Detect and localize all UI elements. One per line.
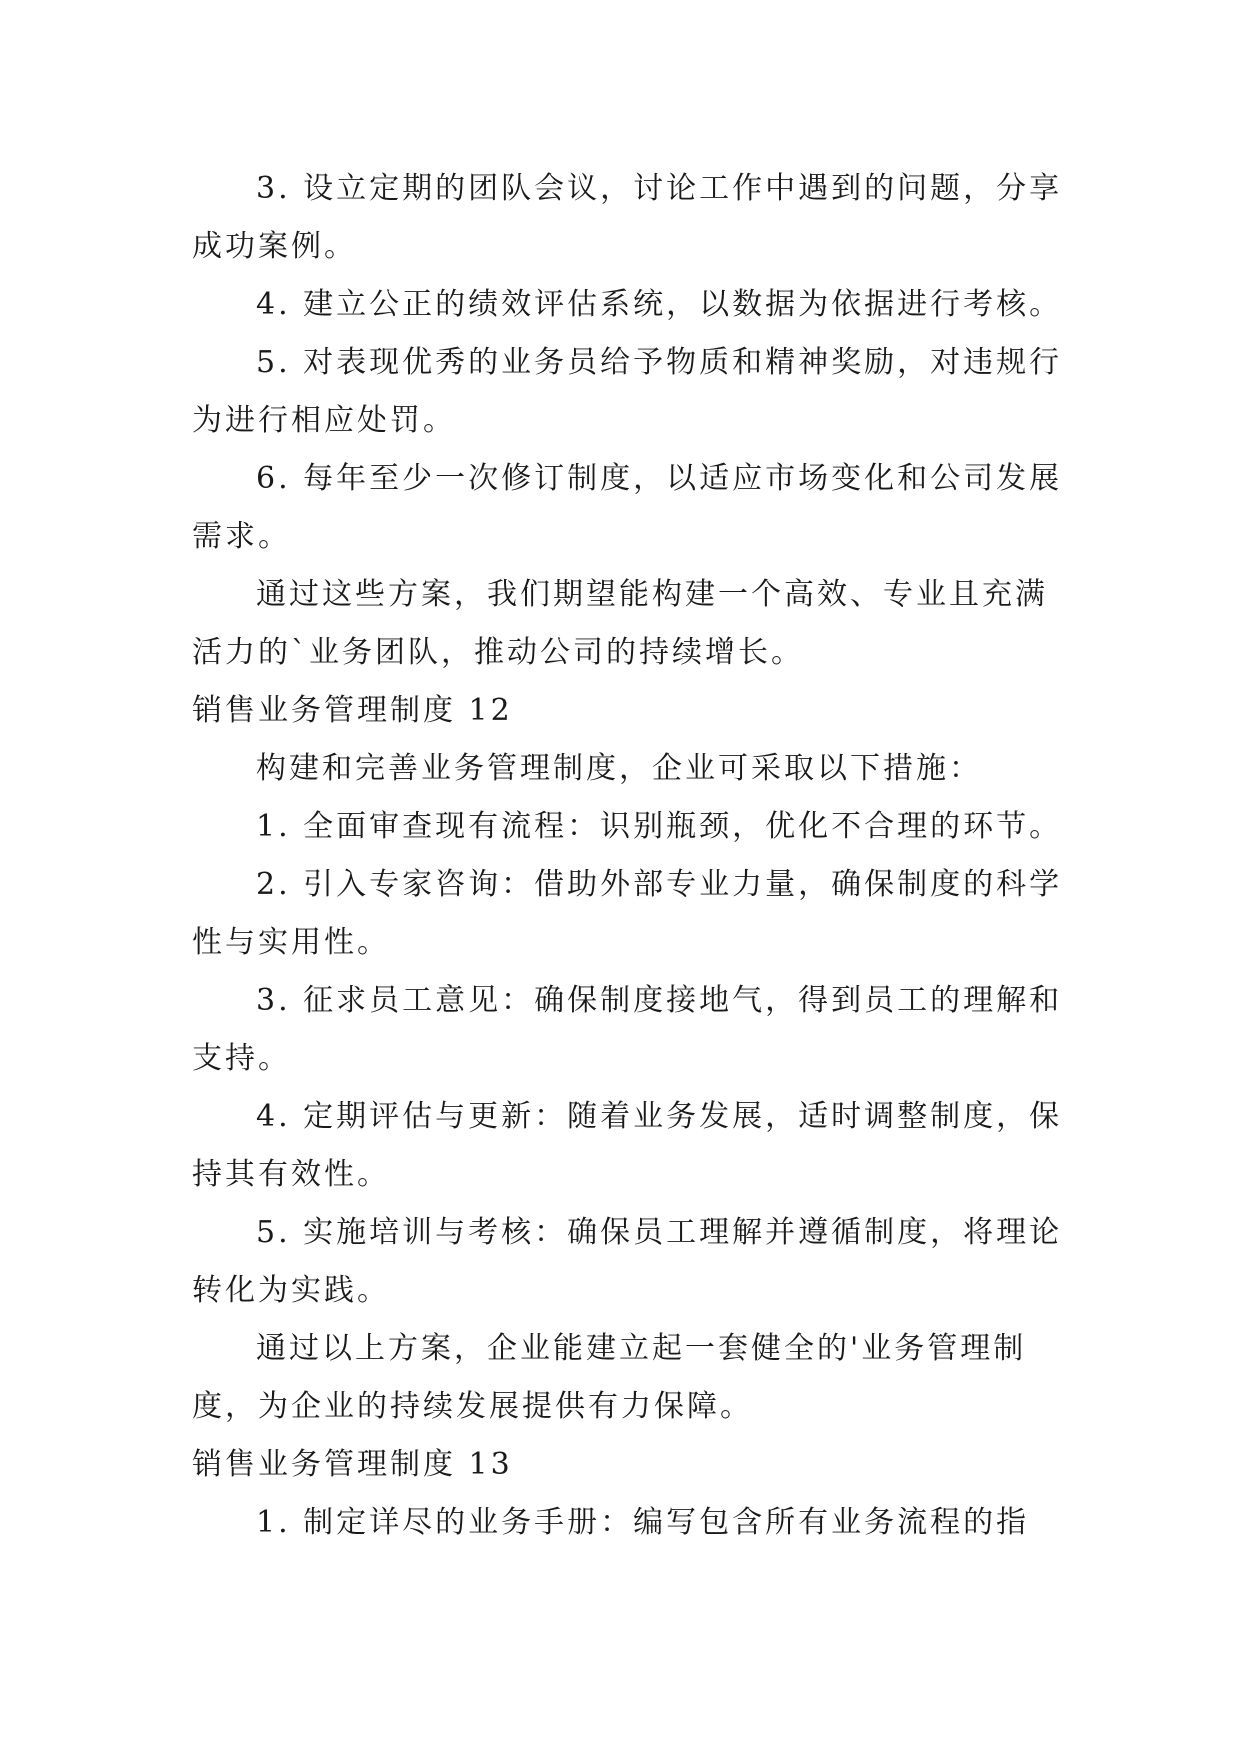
list-item-6-annual-revision: 6. 每年至少一次修订制度，以适应市场变化和公司发展需求。	[192, 461, 1063, 554]
summary-paragraph-section-11: 通过这些方案，我们期望能构建一个高效、专业且充满活力的`业务团队，推动公司的持续增长。	[192, 577, 1048, 670]
list-item-2-expert-consulting: 2. 引入专家咨询：借助外部专业力量，确保制度的科学性与实用性。	[192, 867, 1063, 960]
list-item-3-employee-feedback: 3. 征求员工意见：确保制度接地气，得到员工的理解和支持。	[192, 983, 1063, 1076]
list-item-4-performance-evaluation: 4. 建立公正的绩效评估系统，以数据为依据进行考核。	[256, 287, 1063, 322]
summary-paragraph-section-12: 通过以上方案，企业能建立起一套健全的'业务管理制度，为企业的持续发展提供有力保障。	[192, 1331, 1027, 1424]
list-item-3-team-meetings: 3. 设立定期的团队会议，讨论工作中遇到的问题，分享成功案例。	[192, 171, 1063, 264]
section-heading-13: 销售业务管理制度 13	[192, 1447, 513, 1482]
section-heading-12: 销售业务管理制度 12	[192, 693, 513, 728]
list-item-4-periodic-update: 4. 定期评估与更新：随着业务发展，适时调整制度，保持其有效性。	[192, 1099, 1063, 1192]
list-item-1-business-manual: 1. 制定详尽的业务手册：编写包含所有业务流程的指	[256, 1505, 1030, 1540]
list-item-1-review-processes: 1. 全面审查现有流程：识别瓶颈，优化不合理的环节。	[256, 809, 1063, 844]
document-page	[192, 160, 1072, 1552]
list-item-5-training-assessment: 5. 实施培训与考核：确保员工理解并遵循制度，将理论转化为实践。	[192, 1215, 1063, 1308]
list-item-5-rewards-penalties: 5. 对表现优秀的业务员给予物质和精神奖励，对违规行为进行相应处罚。	[192, 345, 1063, 438]
intro-paragraph-section-12: 构建和完善业务管理制度，企业可采取以下措施：	[256, 751, 982, 786]
